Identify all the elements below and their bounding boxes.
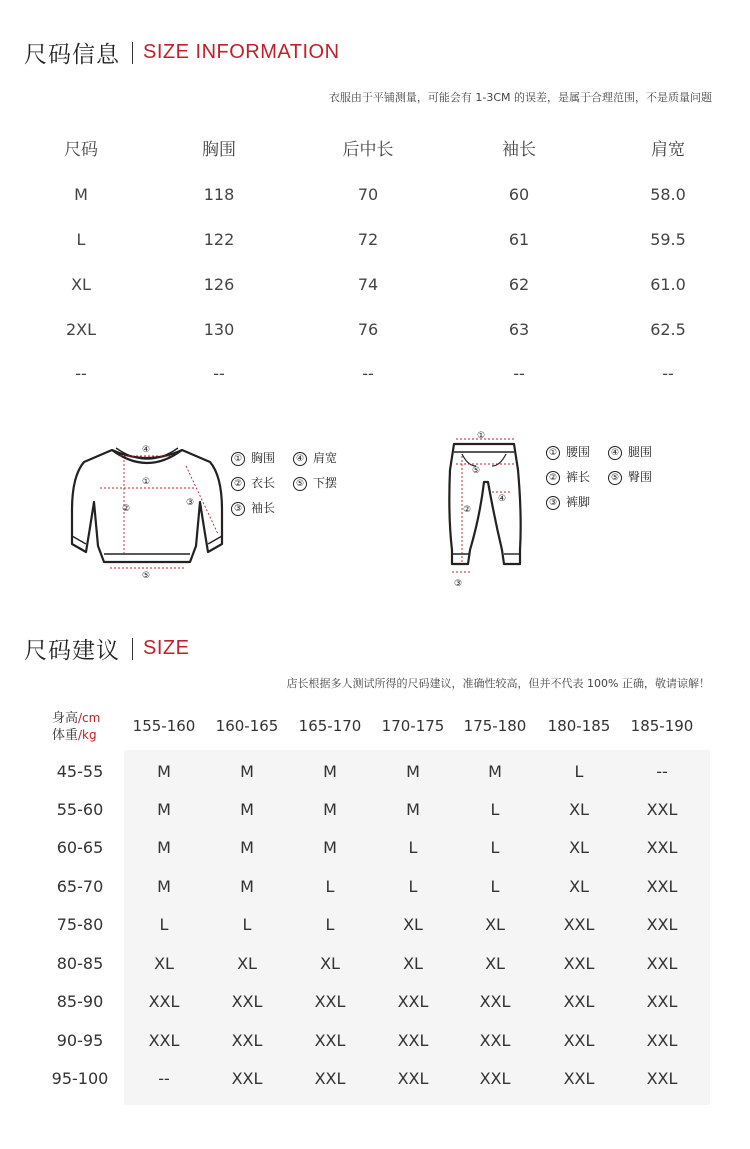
weight-range-label: 55-60 (56, 800, 104, 819)
weight-range-label: 75-80 (56, 915, 104, 934)
recommended-size-cell: XXL (148, 992, 180, 1011)
size-advice-title-cn: 尺码建议 (24, 638, 120, 664)
recommended-size-cell: M (240, 800, 254, 819)
recommended-size-cell: XXL (231, 1031, 263, 1050)
recommended-size-cell: M (240, 762, 254, 781)
height-range-header: 185-190 (630, 717, 694, 735)
recommended-size-cell: L (490, 800, 500, 819)
pants-marker-1: ① (476, 431, 486, 441)
recommended-size-cell: XXL (314, 1069, 346, 1088)
legend-shoulder: ④ 肩宽 (293, 449, 337, 466)
legend-length: ② 衣长 (231, 474, 275, 491)
recommended-size-cell: XL (403, 954, 423, 973)
recommended-size-cell: XL (485, 915, 505, 934)
recommended-size-cell: M (323, 762, 337, 781)
size-info-cell: -- (513, 364, 525, 383)
recommended-size-cell: L (574, 762, 584, 781)
recommended-size-cell: XXL (646, 877, 678, 896)
pants-diagram (436, 426, 536, 591)
size-advice-title-en: SIZE (143, 637, 190, 659)
legend-hem: ⑤ 下摆 (293, 474, 337, 491)
recommended-size-cell: -- (656, 762, 668, 781)
recommended-size-cell: XXL (646, 954, 678, 973)
recommended-size-cell: M (157, 838, 171, 857)
size-info-cell: 70 (357, 185, 379, 204)
weight-range-label: 60-65 (56, 838, 104, 857)
recommended-size-cell: XL (237, 954, 257, 973)
recommended-size-cell: XXL (231, 1069, 263, 1088)
title-divider (132, 638, 133, 660)
size-info-cell: 62 (508, 275, 530, 294)
size-info-cell: 63 (508, 320, 530, 339)
recommended-size-cell: M (240, 877, 254, 896)
size-info-cell: -- (75, 364, 87, 383)
recommended-size-cell: XXL (563, 1069, 595, 1088)
weight-range-label: 85-90 (56, 992, 104, 1011)
size-info-title-en: SIZE INFORMATION (143, 41, 340, 63)
sweatshirt-diagram (60, 436, 235, 581)
recommended-size-cell: XXL (397, 1031, 429, 1050)
recommended-size-cell: M (323, 800, 337, 819)
size-info-header: 肩宽 (651, 140, 685, 160)
height-label: 身高 (52, 711, 79, 726)
recommended-size-cell: L (408, 838, 418, 857)
weight-range-label: 45-55 (56, 762, 104, 781)
size-info-header: 后中长 (342, 140, 394, 160)
recommended-size-cell: L (159, 915, 169, 934)
weight-unit: /kg (78, 728, 97, 742)
weight-range-label: 80-85 (56, 954, 104, 973)
recommended-size-cell: M (488, 762, 502, 781)
legend-waist: ① 腰围 (546, 443, 590, 460)
recommended-size-cell: XXL (646, 1069, 678, 1088)
title-divider (132, 42, 133, 64)
recommended-size-cell: XXL (479, 1069, 511, 1088)
height-range-header: 175-180 (463, 717, 527, 735)
recommended-size-cell: M (157, 800, 171, 819)
size-advice-title (24, 632, 189, 665)
size-info-cell: -- (362, 364, 374, 383)
weight-range-label: 90-95 (56, 1031, 104, 1050)
sweatshirt-marker-5: ⑤ (141, 571, 151, 581)
sweatshirt-outline (72, 448, 222, 562)
size-info-note: 衣服由于平铺测量，可能会有 1-3CM 的误差，是属于合理范围，不是质量问题 (328, 91, 712, 104)
size-info-cell: 118 (203, 185, 235, 204)
recommended-size-cell: L (408, 877, 418, 896)
size-info-cell: 76 (357, 320, 379, 339)
recommended-size-cell: XXL (646, 800, 678, 819)
legend-chest: ① 胸围 (231, 449, 275, 466)
recommended-size-cell: XXL (397, 1069, 429, 1088)
recommended-size-cell: M (323, 838, 337, 857)
legend-hip: ⑤ 臀围 (608, 468, 652, 485)
size-info-header: 胸围 (202, 140, 236, 160)
height-range-header: 180-185 (547, 717, 611, 735)
size-info-cell: M (74, 185, 88, 204)
size-info-cell: 61.0 (650, 275, 686, 294)
height-range-header: 155-160 (132, 717, 196, 735)
size-info-cell: 2XL (65, 320, 97, 339)
size-info-cell: -- (213, 364, 225, 383)
recommended-size-cell: XXL (646, 1031, 678, 1050)
height-range-header: 170-175 (381, 717, 445, 735)
size-info-header: 袖长 (502, 140, 536, 160)
sweatshirt-marker-3: ③ (185, 498, 195, 508)
recommended-size-cell: XXL (646, 915, 678, 934)
size-info-cell: 58.0 (650, 185, 686, 204)
recommended-size-cell: XXL (397, 992, 429, 1011)
recommended-size-cell: XXL (314, 1031, 346, 1050)
size-info-cell: 59.5 (650, 230, 686, 249)
height-range-header: 160-165 (215, 717, 279, 735)
recommended-size-cell: XL (403, 915, 423, 934)
recommended-size-cell: L (490, 877, 500, 896)
size-info-cell: 62.5 (650, 320, 686, 339)
sweatshirt-measure-lines (100, 456, 218, 568)
legend-leg-opening: ③ 裤脚 (546, 493, 590, 510)
recommended-size-cell: XXL (314, 992, 346, 1011)
recommended-size-cell: L (242, 915, 252, 934)
legend-sleeve: ③ 袖长 (231, 499, 275, 516)
recommended-size-cell: M (240, 838, 254, 857)
size-info-cell: 60 (508, 185, 530, 204)
pants-marker-5: ⑤ (471, 466, 481, 476)
pants-outline (449, 444, 520, 564)
recommended-size-cell: XXL (646, 838, 678, 857)
size-info-cell: -- (662, 364, 674, 383)
size-info-cell: 61 (508, 230, 530, 249)
size-info-cell: 122 (203, 230, 235, 249)
recommended-size-cell: XXL (563, 992, 595, 1011)
weight-range-label: 65-70 (56, 877, 104, 896)
pants-marker-4: ④ (497, 494, 507, 504)
legend-thigh: ④ 腿围 (608, 443, 652, 460)
recommended-size-cell: XL (569, 800, 589, 819)
height-unit: /cm (78, 711, 101, 725)
recommended-size-cell: XL (485, 954, 505, 973)
recommended-size-cell: XL (569, 838, 589, 857)
recommended-size-cell: L (325, 915, 335, 934)
pants-measure-lines (452, 439, 516, 572)
recommended-size-cell: XXL (563, 954, 595, 973)
sweatshirt-marker-1: ① (141, 477, 151, 487)
recommended-size-cell: XXL (563, 1031, 595, 1050)
recommended-size-cell: XXL (479, 1031, 511, 1050)
size-info-cell: 126 (203, 275, 235, 294)
recommended-size-cell: XXL (563, 915, 595, 934)
recommended-size-cell: XL (320, 954, 340, 973)
recommended-size-cell: XL (569, 877, 589, 896)
recommended-size-cell: L (490, 838, 500, 857)
grid-corner-label (52, 710, 100, 744)
sweatshirt-marker-2: ② (121, 504, 131, 514)
recommended-size-cell: XXL (231, 992, 263, 1011)
size-info-title-cn: 尺码信息 (24, 42, 120, 68)
recommended-size-cell: XXL (646, 992, 678, 1011)
height-range-header: 165-170 (298, 717, 362, 735)
sweatshirt-marker-4: ④ (141, 445, 151, 455)
size-advice-note: 店长根据多人测试所得的尺码建议，准确性较高，但并不代表 100% 正确，敬请谅解！ (286, 677, 710, 690)
recommended-size-cell: XXL (479, 992, 511, 1011)
pants-marker-3: ③ (453, 579, 463, 589)
size-info-cell: 72 (357, 230, 379, 249)
size-info-title (24, 36, 340, 69)
recommended-size-cell: -- (158, 1069, 170, 1088)
recommended-size-cell: XL (154, 954, 174, 973)
recommended-size-cell: M (157, 877, 171, 896)
recommended-size-cell: M (406, 800, 420, 819)
weight-range-label: 95-100 (51, 1069, 109, 1088)
size-info-cell: L (76, 230, 86, 249)
size-info-cell: XL (71, 275, 91, 294)
size-info-cell: 130 (203, 320, 235, 339)
recommended-size-cell: M (406, 762, 420, 781)
size-info-cell: 74 (357, 275, 379, 294)
pants-marker-2: ② (462, 505, 472, 515)
weight-label: 体重 (52, 728, 79, 743)
recommended-size-cell: M (157, 762, 171, 781)
recommended-size-cell: L (325, 877, 335, 896)
legend-pants-length: ② 裤长 (546, 468, 590, 485)
recommended-size-cell: XXL (148, 1031, 180, 1050)
size-info-header: 尺码 (64, 140, 98, 160)
